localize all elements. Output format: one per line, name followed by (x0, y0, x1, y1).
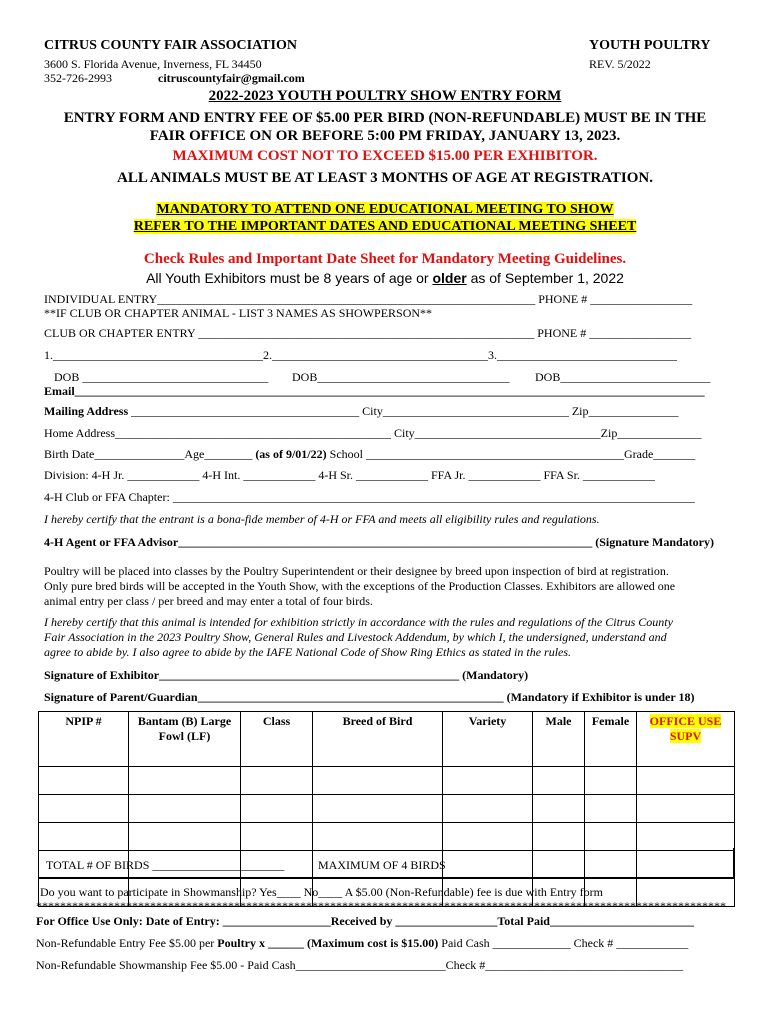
mailing-address-field: Mailing Address ______________________________________ City_______________________________ Zip_______________ (44, 404, 679, 418)
office-use-line: For Office Use Only: Date of Entry: __________________Received by _________________Total Paid________________________ (36, 914, 694, 928)
col-female: Female (585, 712, 637, 767)
table-cell[interactable] (241, 795, 313, 823)
dob-2-field[interactable]: DOB________________________________ (292, 370, 510, 384)
col-office-use: OFFICE USE SUPV (637, 712, 735, 767)
table-cell[interactable] (585, 767, 637, 795)
agreement-line-2: Fair Association in the 2023 Poultry Show, General Rules and Livestock Addendum, by which I, the undersigned, understand and (44, 630, 667, 644)
club-chapter-field[interactable]: 4-H Club or FFA Chapter: _______________________________________________________________________________________ (44, 490, 695, 504)
table-cell[interactable] (39, 795, 129, 823)
max-cost-notice: MAXIMUM COST NOT TO EXCEED $15.00 PER EXHIBITOR. (172, 148, 598, 164)
table-cell (637, 767, 735, 795)
org-phone: 352-726-2993 (44, 71, 112, 85)
dob-3-field[interactable]: DOB_________________________ (535, 370, 711, 384)
col-npip: NPIP # (39, 712, 129, 767)
age-requirement: All Youth Exhibitors must be 8 years of age or older as of September 1, 2022 (146, 270, 624, 286)
agent-signature-field[interactable]: 4-H Agent or FFA Advisor_____________________________________________________________________ (Signature Mandatory) (44, 535, 714, 549)
org-address: 3600 S. Florida Avenue, Inverness, FL 34450 (44, 57, 262, 71)
individual-entry-field[interactable]: INDIVIDUAL ENTRY_______________________________________________________________ PHONE # _________________ (44, 292, 693, 306)
org-name: CITRUS COUNTY FAIR ASSOCIATION (44, 38, 297, 53)
table-cell[interactable] (533, 795, 585, 823)
col-breed: Breed of Bird (313, 712, 443, 767)
mandatory-notice-2: REFER TO THE IMPORTANT DATES AND EDUCATIONAL MEETING SHEET (133, 219, 637, 234)
poultry-rules-line-2: Only pure bred birds will be accepted in the Youth Show, with the exceptions of the Production Classes. Exhibitors are allowed one (44, 579, 676, 593)
table-cell[interactable] (533, 823, 585, 851)
division-field[interactable]: Division: 4-H Jr. ____________ 4-H Int. ____________ 4-H Sr. ____________ FFA Jr. ____________ FFA Sr. ____________ (44, 468, 655, 482)
table-cell (637, 823, 735, 851)
table-cell[interactable] (585, 823, 637, 851)
table-cell[interactable] (129, 767, 241, 795)
table-cell[interactable] (129, 795, 241, 823)
table-cell (637, 795, 735, 823)
exhibitor-signature-field[interactable]: Signature of Exhibitor__________________________________________________ (Mandatory) (44, 668, 529, 682)
poultry-rules-line-1: Poultry will be placed into classes by the Poultry Superintendent or their designee by breed upon inspection of bird at registration. (44, 564, 669, 578)
age-notice: ALL ANIMALS MUST BE AT LEAST 3 MONTHS OF AGE AT REGISTRATION. (117, 170, 653, 186)
agreement-line-1: I hereby certify that this animal is intended for exhibition strictly in accordance with the rules and regulations of the Citrus County (44, 615, 673, 629)
table-row (39, 795, 735, 823)
table-cell[interactable] (443, 823, 533, 851)
col-male: Male (533, 712, 585, 767)
table-cell[interactable] (533, 767, 585, 795)
table-cell[interactable] (313, 823, 443, 851)
total-birds-field[interactable]: TOTAL # OF BIRDS ______________________ (46, 858, 285, 872)
birth-date-field: Birth Date_______________Age________ (as of 9/01/22) School ___________________________________________Grade_______ (44, 447, 696, 461)
col-variety: Variety (443, 712, 533, 767)
agreement-line-3: agree to abide by. I also agree to abide by the IAFE National Code of Show Ring Ethics as stated in the rules. (44, 645, 572, 659)
table-cell[interactable] (313, 767, 443, 795)
email-field[interactable]: Email_________________________________________________________________________________________________________ (44, 384, 705, 398)
table-cell[interactable] (585, 795, 637, 823)
table-cell[interactable] (39, 823, 129, 851)
club-entry-field[interactable]: CLUB OR CHAPTER ENTRY ________________________________________________________ PHONE # _________________ (44, 326, 692, 340)
dob-1-field[interactable]: DOB _______________________________ (54, 370, 269, 384)
club-note: **IF CLUB OR CHAPTER ANIMAL - LIST 3 NAMES AS SHOWPERSON** (44, 306, 433, 320)
table-cell[interactable] (129, 823, 241, 851)
form-category: YOUTH POULTRY (589, 38, 711, 53)
org-email: citruscountyfair@gmail.com (158, 71, 305, 85)
parent-signature-field[interactable]: Signature of Parent/Guardian___________________________________________________ (Mandatory if Exhibitor is under 18) (44, 690, 695, 704)
revision: REV. 5/2022 (589, 57, 651, 71)
page-title: 2022-2023 YOUTH POULTRY SHOW ENTRY FORM (208, 88, 562, 104)
table-cell[interactable] (241, 823, 313, 851)
col-bantam-large-fowl: Bantam (B) Large Fowl (LF) (129, 712, 241, 767)
table-header-row (39, 712, 735, 767)
notice-line-2: FAIR OFFICE ON OR BEFORE 5:00 PM FRIDAY, JANUARY 13, 2023. (149, 128, 621, 144)
table-row (39, 767, 735, 795)
check-rules-notice: Check Rules and Important Date Sheet for Mandatory Meeting Guidelines. (143, 251, 627, 267)
max-birds-label: MAXIMUM OF 4 BIRDS (318, 858, 446, 872)
divider-stars: ******************************************************************************************************************* (36, 899, 726, 913)
showmanship-question[interactable]: Do you want to participate in Showmanship? Yes____ No____ A $5.00 (Non-Refundable) fee is due with Entry form (40, 885, 603, 899)
table-cell[interactable] (443, 767, 533, 795)
entry-fee-line: Non-Refundable Entry Fee $5.00 per Poultry x ______ (Maximum cost is $15.00) Paid Cash _____________ Check # ____________ (36, 936, 689, 950)
notice-line-1: ENTRY FORM AND ENTRY FEE OF $5.00 PER BIRD (NON-REFUNDABLE) MUST BE IN THE (63, 110, 707, 126)
table-cell[interactable] (313, 795, 443, 823)
table-row (39, 823, 735, 851)
showmanship-fee-line: Non-Refundable Showmanship Fee $5.00 - Paid Cash_________________________Check #_________________________________ (36, 958, 684, 972)
older-emphasis: older (432, 270, 467, 286)
certify-statement: I hereby certify that the entrant is a bona-fide member of 4-H or FFA and meets all eligibility rules and regulations. (44, 512, 600, 526)
home-address-field[interactable]: Home Address______________________________________________ City_______________________________Zip______________ (44, 426, 702, 440)
table-cell[interactable] (443, 795, 533, 823)
table-cell[interactable] (39, 767, 129, 795)
mandatory-notice-1: MANDATORY TO ATTEND ONE EDUCATIONAL MEETING TO SHOW (156, 202, 614, 217)
table-cell[interactable] (241, 767, 313, 795)
showperson-names-field[interactable]: 1.___________________________________2.____________________________________3.______________________________ (44, 348, 677, 362)
poultry-rules-line-3: animal entry per class / per breed and may enter a total of four birds. (44, 594, 373, 608)
col-class: Class (241, 712, 313, 767)
